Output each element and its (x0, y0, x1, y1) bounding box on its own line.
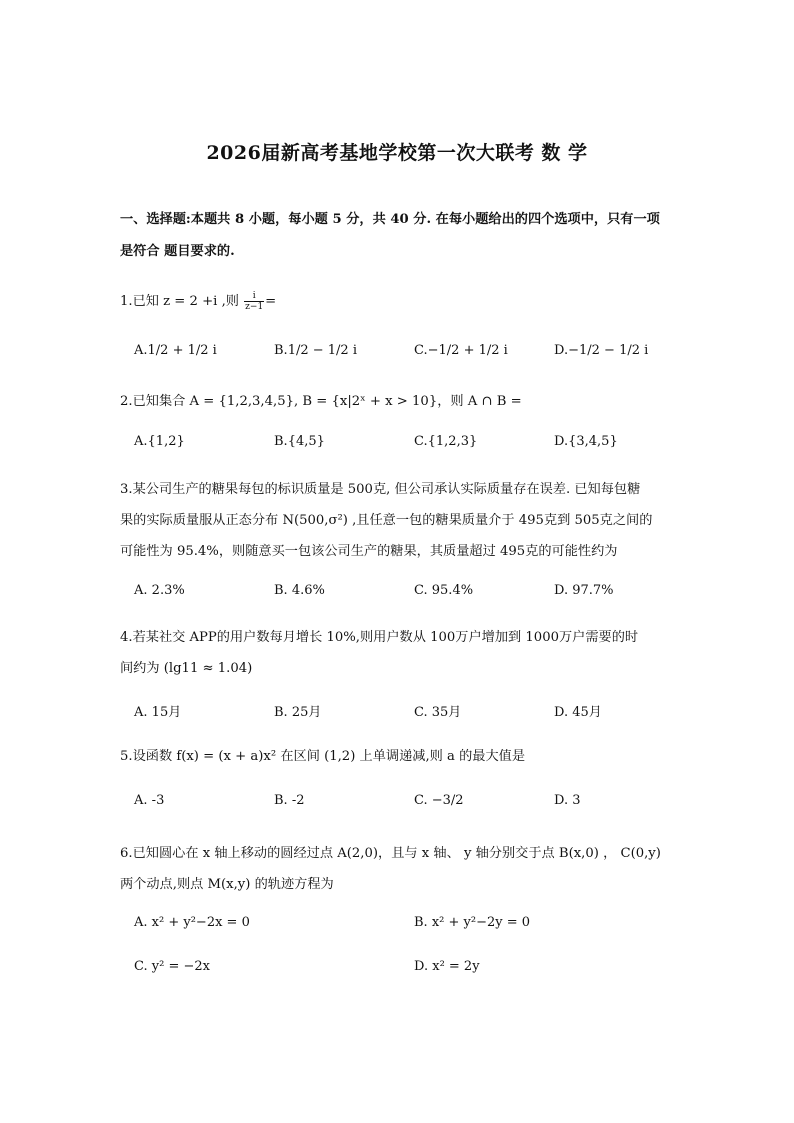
question-6-stem-line-1: 6.已知圆心在 x 轴上移动的圆经过点 A(2,0)，且与 x 轴、 y 轴分别交于点 B(x,0) ， C(0,y) (120, 846, 661, 861)
question-4-option-c[interactable]: C. 35月 (414, 705, 462, 720)
question-5-option-a[interactable]: A. -3 (134, 793, 165, 808)
question-6-stem-line-2: 两个动点,则点 M(x,y) 的轨迹方程为 (120, 877, 334, 892)
question-1-stem (120, 290, 680, 312)
question-4-stem-line-1: 4.若某社交 APP的用户数每月增长 10%,则用户数从 100万户增加到 1000万户需要的时 (120, 630, 639, 645)
question-3-option-b[interactable]: B. 4.6% (274, 583, 325, 598)
question-5-stem: 5.设函数 f(x) = (x + a)x² 在区间 (1,2) 上单调递减,则 a 的最大值是 (120, 749, 526, 764)
question-2-option-b[interactable]: B.{4,5} (274, 434, 325, 449)
question-1-option-d[interactable]: D.−1/2 − 1/2 i (554, 343, 649, 358)
question-3-stem-line-2: 果的实际质量服从正态分布 N(500,σ²) ,且任意一包的糖果质量介于 495克到 505克之间的 (120, 513, 653, 528)
question-1-stem-text: 1.已知 z = 2 +i ,则 (120, 294, 244, 309)
question-2-option-a[interactable]: A.{1,2} (134, 434, 185, 449)
question-1-option-a[interactable]: A.1/2 + 1/2 i (134, 343, 217, 358)
question-2-option-c[interactable]: C.{1,2,3} (414, 434, 478, 449)
question-6-option-c[interactable]: C. y² = −2x (134, 959, 210, 974)
question-1-fraction: $\frac{i}{z-1}$ (245, 291, 264, 312)
question-1-stem-end: = (265, 294, 277, 309)
question-6-option-b[interactable]: B. x² + y²−2y = 0 (414, 915, 531, 930)
question-5-option-c[interactable]: C. −3/2 (414, 793, 464, 808)
question-4-option-b[interactable]: B. 25月 (274, 705, 322, 720)
question-6-option-d[interactable]: D. x² = 2y (414, 959, 480, 974)
question-1-option-c[interactable]: C.−1/2 + 1/2 i (414, 343, 508, 358)
question-4-stem-line-2: 间约为 (lg11 ≈ 1.04) (120, 661, 253, 676)
section-heading-line-1: 一、选择题:本题共 8 小题，每小题 5 分，共 40 分. 在每小题给出的四个选项中，只有一项 (120, 212, 660, 227)
section-heading-line-2: 是符合 题目要求的. (120, 244, 235, 259)
question-1-option-b[interactable]: B.1/2 − 1/2 i (274, 343, 357, 358)
page-title: 2026届新高考基地学校第一次大联考 数 学 (206, 142, 588, 164)
question-3-stem-line-1: 3.某公司生产的糖果每包的标识质量是 500克, 但公司承认实际质量存在误差. 已知每包糖 (120, 482, 641, 497)
question-5-option-d[interactable]: D. 3 (554, 793, 581, 808)
question-4-option-d[interactable]: D. 45月 (554, 705, 602, 720)
question-6-option-a[interactable]: A. x² + y²−2x = 0 (134, 915, 250, 930)
question-2-stem: 2.已知集合 A = {1,2,3,4,5}, B = {x|2ˣ + x > 10}，则 A ∩ B = (120, 394, 522, 409)
question-3-option-d[interactable]: D. 97.7% (554, 583, 614, 598)
question-3-stem-line-3: 可能性为 95.4%，则随意买一包该公司生产的糖果，其质量超过 495克的可能性约为 (120, 544, 618, 559)
question-3-option-a[interactable]: A. 2.3% (134, 583, 185, 598)
question-4-option-a[interactable]: A. 15月 (134, 705, 182, 720)
question-3-option-c[interactable]: C. 95.4% (414, 583, 474, 598)
question-5-option-b[interactable]: B. -2 (274, 793, 305, 808)
question-2-option-d[interactable]: D.{3,4,5} (554, 434, 618, 449)
